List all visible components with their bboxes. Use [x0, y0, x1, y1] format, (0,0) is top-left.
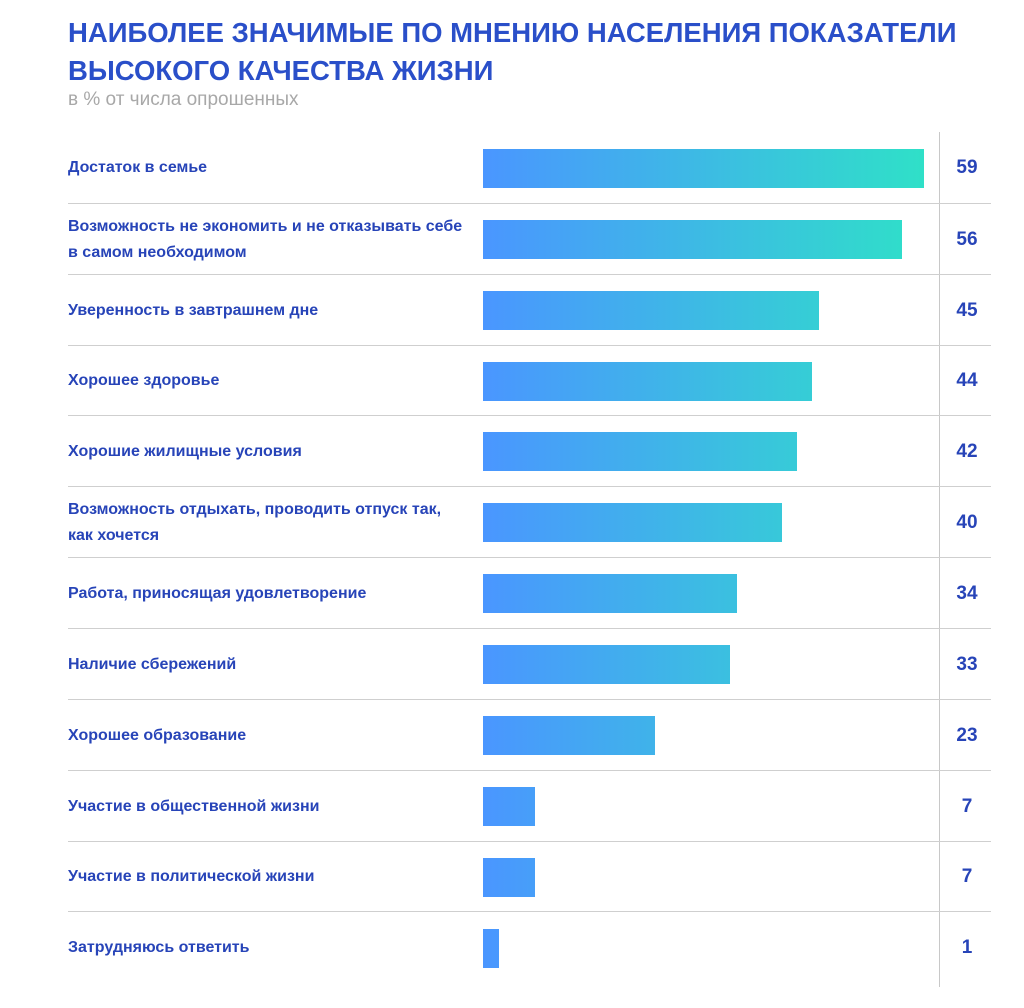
data-label: 33 [956, 653, 978, 675]
category-label: Наличие сбережений [68, 655, 237, 673]
bar [483, 362, 812, 401]
bar [483, 149, 924, 188]
category-label: Возможность не экономить и не отказывать себе в самом необходимом [68, 217, 463, 261]
bar [483, 858, 535, 897]
bar-row [0, 700, 1024, 771]
bar-row [0, 132, 1024, 204]
bar-row [0, 487, 1024, 558]
category-label: Хорошее образование [68, 726, 247, 744]
bar [483, 716, 655, 755]
chart-subtitle: в % от числа опрошенных [68, 89, 299, 110]
data-label: 34 [956, 582, 978, 604]
category-label: Участие в общественной жизни [68, 797, 320, 815]
data-label: 45 [956, 299, 978, 321]
data-label: 1 [961, 937, 973, 958]
chart-title: НАИБОЛЕЕ ЗНАЧИМЫЕ ПО МНЕНИЮ НАСЕЛЕНИЯ ПОКАЗАТЕЛИ ВЫСОКОГО КАЧЕСТВА ЖИЗНИ [68, 17, 957, 86]
bar-row [0, 629, 1024, 700]
data-label: 59 [956, 157, 978, 178]
bar-row [0, 275, 1024, 346]
data-label: 40 [956, 511, 978, 533]
category-label: Достаток в семье [68, 159, 208, 176]
bar-row [0, 912, 1024, 984]
data-label: 23 [956, 724, 978, 746]
bar [483, 432, 797, 471]
category-label: Работа, приносящая удовлетворение [68, 584, 367, 602]
bar-row [0, 842, 1024, 912]
data-label: 56 [956, 228, 978, 250]
data-label: 7 [961, 795, 973, 817]
bar-row [0, 771, 1024, 842]
bar [483, 220, 902, 259]
bar-row [0, 346, 1024, 416]
bar [483, 291, 819, 330]
category-label: Уверенность в завтрашнем дне [68, 301, 319, 319]
category-label: Хорошее здоровье [68, 372, 220, 389]
data-label: 42 [956, 440, 978, 462]
bar [483, 645, 730, 684]
category-label: Возможность отдыхать, проводить отпуск так, как хочется [68, 500, 442, 544]
bar-row [0, 558, 1024, 629]
bar [483, 929, 499, 968]
data-label: 7 [961, 866, 973, 887]
category-label: Хорошие жилищные условия [68, 442, 302, 460]
bar [483, 503, 782, 542]
bar-row [0, 416, 1024, 487]
data-label: 44 [956, 370, 978, 391]
bar [483, 787, 535, 826]
bar-row [0, 204, 1024, 275]
category-label: Затрудняюсь ответить [68, 939, 250, 956]
bar [483, 574, 737, 613]
category-label: Участие в политической жизни [68, 868, 315, 885]
